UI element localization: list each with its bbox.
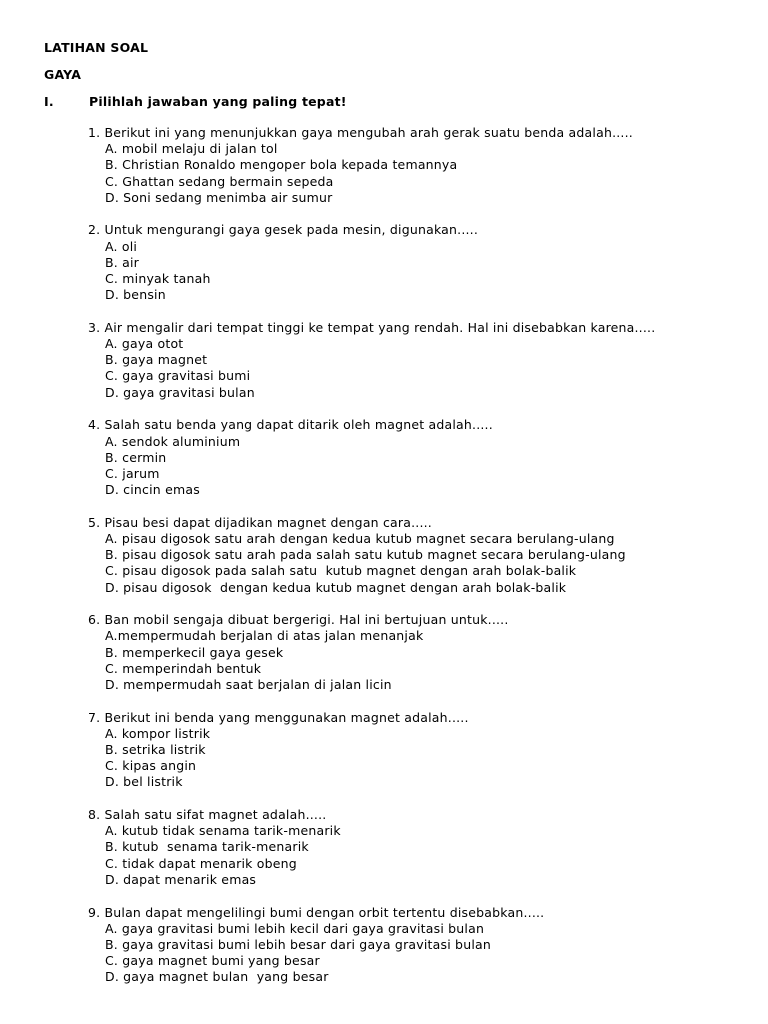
- option-d: D. gaya magnet bulan yang besar: [105, 969, 329, 985]
- option-b: B. air: [105, 254, 139, 270]
- option-c: C. gaya gravitasi bumi: [105, 368, 251, 384]
- question-text: 7. Berikut ini benda yang menggunakan magnet adalah.....: [88, 709, 469, 725]
- option-a: A. gaya otot: [105, 336, 184, 352]
- option-a: A. oli: [105, 238, 138, 254]
- option-c: C. gaya magnet bumi yang besar: [105, 953, 320, 969]
- option-a: A. kutub tidak senama tarik-menarik: [105, 823, 341, 839]
- option-c: C. tidak dapat menarik obeng: [105, 855, 297, 871]
- option-c: C. minyak tanah: [105, 271, 211, 286]
- question-7: [88, 710, 748, 791]
- option-d: D. bensin: [105, 287, 166, 303]
- option-b: B. gaya magnet: [105, 352, 208, 368]
- option-a: A. kompor listrik: [105, 725, 211, 741]
- option-a: A. mobil melaju di jalan tol: [105, 141, 278, 157]
- question-5: [88, 515, 748, 596]
- question-text: 9. Bulan dapat mengelilingi bumi dengan orbit tertentu disebabkan.....: [88, 904, 545, 920]
- option-a: A. pisau digosok satu arah dengan kedua kutub magnet secara berulang-ulang: [105, 530, 615, 546]
- question-1: [88, 125, 748, 206]
- question-2: [88, 222, 748, 303]
- option-d: D. dapat menarik emas: [105, 871, 257, 887]
- option-a: A.mempermudah berjalan di atas jalan menanjak: [105, 628, 424, 644]
- option-d: D. Soni sedang menimba air sumur: [105, 189, 333, 205]
- option-b: B. kutub senama tarik-menarik: [105, 839, 309, 855]
- question-3: [88, 320, 748, 401]
- question-text: 1. Berikut ini yang menunjukkan gaya mengubah arah gerak suatu benda adalah.....: [88, 125, 633, 140]
- question-text: 3. Air mengalir dari tempat tinggi ke tempat yang rendah. Hal ini disebabkan karena.....: [88, 319, 656, 335]
- option-a: A. sendok aluminium: [105, 433, 241, 449]
- question-text: 2. Untuk mengurangi gaya gesek pada mesin, digunakan.....: [88, 222, 479, 238]
- section-number: I.: [44, 94, 54, 109]
- option-b: B. memperkecil gaya gesek: [105, 644, 284, 660]
- question-9: [88, 905, 748, 986]
- question-8: [88, 807, 748, 888]
- option-c: C. kipas angin: [105, 758, 197, 774]
- option-b: B. Christian Ronaldo mengoper bola kepada temannya: [105, 157, 458, 173]
- question-text: 5. Pisau besi dapat dijadikan magnet dengan cara.....: [88, 514, 432, 530]
- option-c: C. Ghattan sedang bermain sepeda: [105, 173, 334, 189]
- option-d: D. pisau digosok dengan kedua kutub magnet dengan arah bolak-balik: [105, 579, 567, 595]
- question-text: 6. Ban mobil sengaja dibuat bergerigi. Hal ini bertujuan untuk.....: [88, 612, 509, 628]
- section-instruction: Pilihlah jawaban yang paling tepat!: [89, 94, 347, 109]
- option-b: B. pisau digosok satu arah pada salah satu kutub magnet secara berulang-ulang: [105, 547, 626, 563]
- question-6: [88, 612, 748, 693]
- document-subtitle: GAYA: [44, 67, 82, 82]
- document-title: LATIHAN SOAL: [44, 40, 149, 55]
- question-list: [88, 125, 748, 1002]
- question-text: 4. Salah satu benda yang dapat ditarik oleh magnet adalah.....: [88, 417, 493, 433]
- option-d: D. cincin emas: [105, 482, 200, 498]
- question-text: 8. Salah satu sifat magnet adalah.....: [88, 807, 327, 823]
- option-d: D. bel listrik: [105, 774, 183, 790]
- option-b: B. gaya gravitasi bumi lebih besar dari gaya gravitasi bulan: [105, 936, 491, 952]
- option-c: C. memperindah bentuk: [105, 660, 262, 676]
- option-d: D. mempermudah saat berjalan di jalan licin: [105, 676, 392, 692]
- option-c: C. pisau digosok pada salah satu kutub magnet dengan arah bolak-balik: [105, 563, 577, 579]
- option-d: D. gaya gravitasi bulan: [105, 384, 255, 400]
- option-a: A. gaya gravitasi bumi lebih kecil dari gaya gravitasi bulan: [105, 920, 485, 936]
- option-b: B. cermin: [105, 449, 167, 465]
- option-b: B. setrika listrik: [105, 742, 206, 757]
- question-4: [88, 417, 748, 498]
- option-c: C. jarum: [105, 465, 160, 481]
